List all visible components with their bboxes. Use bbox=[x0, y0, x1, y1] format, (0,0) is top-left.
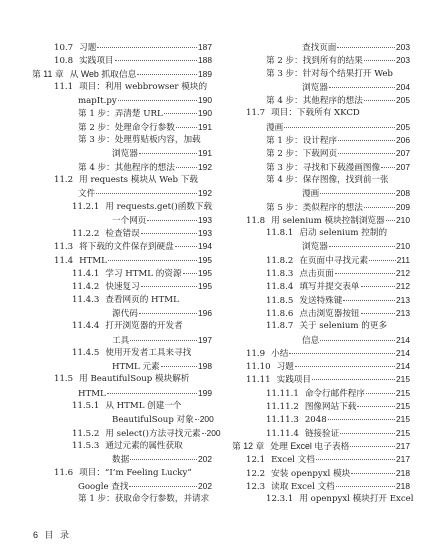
toc-entry-page: 212 bbox=[396, 268, 410, 279]
toc-entry-page: 218 bbox=[396, 480, 410, 491]
toc-entry-page: 192 bbox=[198, 188, 212, 199]
toc-entry-title: 第 3 步：处理剪贴板内容，加载 bbox=[78, 135, 201, 146]
toc-entry-number: 11.4.2 bbox=[72, 282, 100, 293]
toc-entry-number: 11.11 bbox=[246, 375, 271, 386]
toc-leader-dots bbox=[369, 260, 396, 261]
toc-leader-dots bbox=[295, 366, 395, 367]
toc-entry bbox=[32, 427, 221, 440]
toc-entry-number: 11.8.7 bbox=[266, 321, 294, 332]
toc-entry-page: 213 bbox=[396, 294, 410, 305]
toc-entry bbox=[32, 94, 212, 107]
toc-entry bbox=[232, 360, 410, 373]
toc-leader-dots bbox=[337, 47, 395, 48]
toc-leader-dots bbox=[343, 300, 395, 301]
toc-entry-title: mapIt.py bbox=[78, 96, 117, 107]
toc-entry-title: 第 4 步：其他程序的想法 bbox=[266, 96, 363, 107]
toc-entry-title: 漫画 bbox=[266, 122, 284, 133]
toc-leader-dots bbox=[195, 419, 199, 420]
toc-entry bbox=[32, 294, 212, 307]
toc-entry bbox=[232, 453, 410, 466]
toc-entry bbox=[232, 107, 410, 120]
toc-entry bbox=[232, 240, 410, 253]
toc-entry bbox=[32, 240, 212, 253]
toc-entry bbox=[232, 334, 410, 347]
toc-entry-page: 207 bbox=[396, 161, 410, 172]
toc-entry-page: 210 bbox=[396, 241, 410, 252]
toc-entry-title: 文件 bbox=[78, 189, 96, 200]
toc-entry-title: 检查错误 bbox=[105, 229, 140, 240]
toc-entry bbox=[232, 147, 410, 160]
toc-leader-dots bbox=[115, 60, 197, 61]
toc-leader-dots bbox=[164, 113, 197, 114]
toc-leader-dots bbox=[364, 60, 395, 61]
toc-entry bbox=[232, 161, 410, 174]
toc-entry-title: 图像网站下载 bbox=[304, 402, 357, 413]
toc-entry bbox=[232, 254, 410, 267]
toc-entry-title: 从 Web 抓取信息 bbox=[69, 68, 137, 79]
toc-leader-dots bbox=[108, 260, 197, 261]
toc-entry bbox=[232, 467, 410, 480]
toc-entry-page: 203 bbox=[396, 42, 410, 52]
toc-entry-title: 链接验证 bbox=[304, 428, 340, 439]
toc-leader-dots bbox=[137, 74, 197, 75]
toc-entry bbox=[232, 387, 410, 400]
toc-entry-number: 第 11 章 bbox=[32, 68, 64, 79]
toc-leader-dots bbox=[329, 87, 395, 88]
toc-entry-title: 项目：下载所有 XKCD bbox=[271, 108, 360, 119]
toc-entry-title: 小结 bbox=[271, 348, 289, 359]
toc-entry-title: Google 查找 bbox=[78, 481, 129, 492]
toc-entry-page: 194 bbox=[198, 241, 212, 252]
toc-entry-page: 187 bbox=[198, 42, 212, 52]
toc-leader-dots bbox=[364, 100, 395, 101]
toc-entry-number: 11.6 bbox=[54, 467, 74, 478]
toc-leader-dots bbox=[312, 379, 395, 380]
toc-entry-title: Excel 文档 bbox=[271, 455, 315, 466]
toc-entry-title: 信息 bbox=[302, 335, 320, 346]
toc-entry-page: 190 bbox=[198, 95, 212, 106]
toc-entry bbox=[32, 467, 212, 480]
toc-entry-title: 命令行邮件程序 bbox=[304, 388, 365, 399]
toc-leader-dots bbox=[161, 366, 197, 367]
toc-entry-title: HTML bbox=[79, 255, 107, 266]
toc-entry-page: 217 bbox=[396, 454, 410, 465]
toc-entry-title: 处理 Excel 电子表格 bbox=[270, 440, 350, 451]
toc-entry bbox=[32, 54, 212, 67]
toc-entry-title: 数据 bbox=[112, 455, 130, 466]
toc-entry bbox=[32, 493, 212, 506]
toc-entry-number: 11.4.4 bbox=[72, 321, 100, 332]
toc-entry bbox=[32, 161, 212, 174]
toc-leader-dots bbox=[139, 153, 197, 154]
toc-entry-page: 215 bbox=[396, 374, 410, 385]
toc-entry-title: 浏览器 bbox=[112, 149, 138, 160]
toc-entry-title: 用 requests 模块从 Web 下载 bbox=[79, 174, 198, 185]
toc-entry-page: 208 bbox=[396, 188, 410, 199]
toc-entry-number: 10.7 bbox=[54, 43, 74, 53]
toc-entry-page: 213 bbox=[396, 307, 410, 318]
toc-entry-title: 点击页面 bbox=[299, 269, 334, 280]
toc-entry-page: 214 bbox=[396, 361, 410, 372]
toc-entry-title: 用 requests.get()函数下载 bbox=[105, 201, 213, 212]
toc-entry-title: 点击浏览器按钮 bbox=[299, 308, 360, 319]
toc-entry-title: 习题 bbox=[79, 43, 97, 53]
toc-entry bbox=[232, 94, 410, 107]
toc-entry-title: 第 2 步：找到所有的结果 bbox=[266, 56, 363, 67]
toc-leader-dots bbox=[183, 273, 198, 274]
toc-entry-number: 11.5 bbox=[54, 374, 74, 385]
toc-leader-dots bbox=[336, 486, 395, 487]
toc-entry-title: 通过元素的属性获取 bbox=[105, 440, 183, 451]
toc-entry-title: 第 4 步：保存图像，找到前一张 bbox=[266, 174, 389, 185]
toc-entry-title: 源代码 bbox=[112, 308, 138, 319]
toc-entry-title: 2048 bbox=[304, 415, 327, 426]
toc-entry-number: 11.7 bbox=[246, 108, 266, 119]
toc-entry bbox=[232, 81, 410, 94]
toc-entry bbox=[32, 480, 212, 493]
toc-leader-dots bbox=[338, 153, 395, 154]
toc-entry-number: 11.8.1 bbox=[266, 228, 294, 239]
toc-leader-dots bbox=[107, 393, 197, 394]
toc-entry-title: 查看网页的 HTML bbox=[105, 294, 179, 305]
footer-label: 目 录 bbox=[44, 530, 72, 540]
toc-leader-dots bbox=[335, 273, 395, 274]
toc-entry bbox=[232, 493, 414, 506]
toc-entry bbox=[32, 334, 212, 347]
toc-entry bbox=[32, 174, 212, 187]
toc-entry-page: 203 bbox=[396, 55, 410, 66]
toc-entry-page: 190 bbox=[198, 108, 212, 119]
toc-entry-title: 第 3 步：寻找和下载漫画图像 bbox=[266, 162, 381, 173]
toc-entry-title: 使用开发者工具来寻找 bbox=[105, 347, 192, 358]
toc-entry-title: 在页面中寻找元素 bbox=[299, 255, 369, 266]
toc-leader-dots bbox=[96, 193, 197, 194]
toc-entry bbox=[232, 320, 410, 333]
toc-entry-page: 218 bbox=[396, 467, 410, 478]
toc-entry-page: 205 bbox=[396, 121, 410, 132]
toc-entry-number: 11.1 bbox=[54, 81, 74, 92]
toc-entry-title: 第 1 步：获取命令行参数，并请求 bbox=[78, 494, 210, 505]
toc-entry-title: 实践项目 bbox=[79, 56, 114, 67]
toc-entry bbox=[232, 294, 410, 307]
toc-entry-number: 11.11.1 bbox=[266, 388, 299, 399]
toc-entry bbox=[32, 373, 212, 386]
toc-entry-title: HTML 元素 bbox=[112, 362, 160, 373]
toc-entry-page: 193 bbox=[198, 228, 212, 239]
toc-entry-page: 193 bbox=[198, 214, 212, 225]
toc-entry bbox=[32, 81, 212, 94]
toc-leader-dots bbox=[176, 127, 197, 128]
toc-entry-number: 12.1 bbox=[246, 455, 266, 466]
toc-entry-page: 211 bbox=[396, 254, 410, 265]
toc-entry-page: 210 bbox=[396, 214, 410, 225]
toc-left-column bbox=[32, 41, 221, 506]
toc-entry-page: 189 bbox=[198, 68, 212, 79]
toc-entry-title: 关于 selenium 的更多 bbox=[299, 321, 388, 332]
toc-entry bbox=[32, 107, 212, 120]
toc-entry-number: 11.10 bbox=[246, 362, 271, 373]
toc-entry-page: 205 bbox=[396, 95, 410, 106]
toc-entry bbox=[32, 360, 212, 373]
toc-entry-number: 11.11.2 bbox=[266, 402, 299, 413]
toc-entry-page: 202 bbox=[198, 480, 212, 491]
toc-entry-number: 11.2.2 bbox=[72, 229, 100, 240]
toc-leader-dots bbox=[361, 313, 396, 314]
toc-entry bbox=[32, 214, 212, 227]
toc-entry-title: 打开浏览器的开发者 bbox=[105, 321, 183, 332]
toc-entry-number: 11.8.3 bbox=[266, 269, 294, 280]
toc-entry-number: 11.4.5 bbox=[72, 347, 100, 358]
toc-entry-number: 11.8.6 bbox=[266, 308, 294, 319]
toc-entry bbox=[32, 413, 212, 426]
toc-entry-page: 195 bbox=[198, 281, 212, 292]
toc-entry-title: 读取 Excel 文档 bbox=[271, 481, 335, 492]
toc-entry bbox=[232, 214, 410, 227]
toc-entry bbox=[232, 41, 410, 54]
toc-entry bbox=[232, 307, 410, 320]
toc-entry-number: 11.8.5 bbox=[266, 295, 294, 306]
toc-entry-page: 209 bbox=[396, 201, 410, 212]
toc-leader-dots bbox=[338, 140, 395, 141]
toc-chapter-entry bbox=[32, 68, 212, 81]
toc-entry bbox=[32, 187, 212, 200]
toc-leader-dots bbox=[130, 459, 197, 460]
toc-entry bbox=[232, 54, 410, 67]
toc-entry bbox=[232, 427, 410, 440]
toc-entry bbox=[32, 147, 212, 160]
toc-entry bbox=[232, 68, 410, 81]
toc-entry bbox=[32, 320, 212, 333]
toc-entry bbox=[232, 227, 410, 240]
toc-leader-dots bbox=[320, 340, 395, 341]
toc-leader-dots bbox=[139, 313, 197, 314]
toc-entry-page: 188 bbox=[198, 55, 212, 66]
toc-leader-dots bbox=[357, 406, 395, 407]
toc-entry bbox=[232, 347, 410, 360]
toc-entry bbox=[232, 280, 410, 293]
toc-entry bbox=[232, 201, 410, 214]
toc-leader-dots bbox=[351, 473, 395, 474]
toc-entry bbox=[32, 254, 212, 267]
toc-entry bbox=[32, 387, 212, 400]
toc-entry-page: 191 bbox=[198, 148, 212, 159]
toc-entry-number: 第 12 章 bbox=[232, 440, 265, 451]
toc-entry-page: 191 bbox=[198, 121, 212, 132]
toc-entry-title: 浏览器 bbox=[302, 82, 328, 93]
toc-leader-dots bbox=[141, 233, 197, 234]
toc-leader-dots bbox=[386, 220, 395, 221]
toc-entry-title: 从 HTML 创建一个 bbox=[105, 401, 182, 412]
toc-entry-number: 11.11.4 bbox=[266, 428, 299, 439]
toc-entry-title: 第 5 步：类似程序的想法 bbox=[266, 202, 363, 213]
toc-entry bbox=[232, 480, 410, 493]
toc-entry-number: 11.5.1 bbox=[72, 401, 100, 412]
toc-leader-dots bbox=[129, 486, 197, 487]
toc-entry-page: 206 bbox=[396, 135, 410, 146]
toc-leader-dots bbox=[320, 193, 395, 194]
toc-entry bbox=[232, 400, 410, 413]
toc-entry bbox=[32, 440, 212, 453]
toc-entry-title: 漫画 bbox=[302, 189, 320, 200]
toc-entry bbox=[232, 267, 410, 280]
toc-entry-title: 用 openpyxl 模块打开 Excel bbox=[299, 494, 414, 505]
toc-leader-dots bbox=[329, 246, 395, 247]
toc-entry-title: 用 select()方法寻找元素 bbox=[105, 428, 201, 439]
toc-entry bbox=[232, 187, 410, 200]
toc-entry-title: 用 BeautifulSoup 模块解析 bbox=[79, 374, 190, 385]
toc-entry bbox=[232, 134, 410, 147]
toc-leader-dots bbox=[361, 286, 396, 287]
toc-entry-number: 11.4 bbox=[54, 255, 74, 266]
toc-entry-page: 215 bbox=[396, 401, 410, 412]
toc-entry-title: 学习 HTML 的资源 bbox=[105, 269, 182, 280]
toc-entry-page: 195 bbox=[198, 254, 212, 265]
toc-entry-title: 快速复习 bbox=[105, 282, 140, 293]
toc-entry-number: 11.9 bbox=[246, 348, 266, 359]
toc-entry-page: 204 bbox=[396, 81, 410, 92]
toc-entry-title: 工具 bbox=[112, 335, 130, 346]
toc-leader-dots bbox=[176, 167, 197, 168]
page-footer bbox=[33, 528, 71, 541]
toc-entry bbox=[32, 227, 212, 240]
toc-entry-number: 11.8.2 bbox=[266, 255, 294, 266]
toc-entry bbox=[32, 134, 212, 147]
toc-entry-number: 11.3 bbox=[54, 242, 74, 253]
toc-leader-dots bbox=[328, 419, 395, 420]
toc-entry-page: 192 bbox=[198, 161, 212, 172]
toc-entry-page: 214 bbox=[396, 334, 410, 345]
toc-entry-title: 实践项目 bbox=[276, 375, 311, 386]
toc-entry bbox=[32, 121, 212, 134]
toc-entry-number: 11.8.4 bbox=[266, 282, 294, 293]
toc-leader-dots bbox=[381, 167, 395, 168]
toc-entry-title: 第 1 步：弄清楚 URL bbox=[78, 109, 163, 120]
toc-entry bbox=[232, 121, 410, 134]
toc-entry-number: 12.3.1 bbox=[266, 494, 294, 505]
toc-leader-dots bbox=[366, 393, 395, 394]
toc-entry-title: 安装 openpyxl 模块 bbox=[271, 468, 351, 479]
toc-leader-dots bbox=[316, 459, 395, 460]
toc-entry-page: 207 bbox=[396, 148, 410, 159]
toc-entry-page: 215 bbox=[396, 414, 410, 425]
toc-entry-number: 11.5.3 bbox=[72, 440, 100, 451]
toc-entry-number: 12.3 bbox=[246, 481, 266, 492]
toc-entry-title: 一个网页 bbox=[112, 215, 147, 226]
toc-entry-title: HTML bbox=[78, 388, 106, 399]
toc-entry-page: 202 bbox=[198, 454, 212, 465]
toc-entry-title: 发送特殊键 bbox=[299, 295, 343, 306]
toc-entry-title: 习题 bbox=[276, 362, 294, 373]
toc-right-column bbox=[232, 41, 414, 506]
toc-entry-title: 第 1 步：设计程序 bbox=[266, 136, 338, 147]
toc-leader-dots bbox=[202, 433, 206, 434]
toc-entry bbox=[232, 174, 410, 187]
toc-entry-page: 200 bbox=[206, 427, 221, 438]
toc-entry-page: 198 bbox=[198, 361, 212, 372]
toc-entry-page: 217 bbox=[396, 440, 410, 451]
toc-entry-title: 启动 selenium 控制的 bbox=[299, 228, 388, 239]
toc-entry-title: BeautifulSoup 对象 bbox=[112, 415, 194, 426]
toc-leader-dots bbox=[364, 207, 395, 208]
toc-entry-title: 第 3 步：针对每个结果打开 Web bbox=[266, 68, 393, 79]
toc-entry-title: 查找页面 bbox=[302, 43, 337, 53]
toc-leader-dots bbox=[289, 353, 395, 354]
toc-entry-number: 11.4.3 bbox=[72, 294, 100, 305]
toc-entry-number: 12.2 bbox=[246, 468, 266, 479]
toc-entry-title: 浏览器 bbox=[302, 242, 328, 253]
toc-entry-title: 第 2 步：处理命令行参数 bbox=[78, 122, 175, 133]
toc-entry bbox=[232, 373, 410, 386]
toc-entry bbox=[32, 280, 212, 293]
toc-entry-page: 214 bbox=[396, 347, 410, 358]
toc-entry-title: 将下载的文件保存到硬盘 bbox=[79, 242, 174, 253]
toc-entry bbox=[32, 201, 212, 214]
toc-leader-dots bbox=[97, 47, 197, 48]
toc-leader-dots bbox=[147, 220, 197, 221]
toc-entry-title: 项目：利用 webbrowser 模块的 bbox=[79, 81, 208, 92]
toc-entry-title: 填写并提交表单 bbox=[299, 282, 360, 293]
toc-entry-page: 199 bbox=[198, 387, 212, 398]
toc-entry-number: 11.5.2 bbox=[72, 428, 100, 439]
toc-entry-number: 11.2 bbox=[54, 174, 74, 185]
toc-entry-title: 第 4 步：其他程序的想法 bbox=[78, 162, 175, 173]
toc-entry-number: 11.2.1 bbox=[72, 201, 100, 212]
toc-entry-page: 200 bbox=[199, 414, 214, 425]
toc-leader-dots bbox=[340, 433, 395, 434]
toc-leader-dots bbox=[350, 446, 395, 447]
toc-entry bbox=[232, 413, 410, 426]
toc-entry-title: 项目：“I’m Feeling Lucky” bbox=[79, 467, 192, 478]
toc-leader-dots bbox=[118, 100, 197, 101]
toc-leader-dots bbox=[130, 340, 197, 341]
toc-entry-page: 195 bbox=[198, 268, 212, 279]
toc-entry-number: 11.11.3 bbox=[266, 415, 299, 426]
toc-entry-number: 10.8 bbox=[54, 56, 74, 67]
toc-entry bbox=[32, 347, 212, 360]
toc-entry-title: 用 selenium 模块控制浏览器 bbox=[271, 215, 385, 226]
toc-leader-dots bbox=[175, 246, 197, 247]
toc-leader-dots bbox=[141, 286, 197, 287]
toc-entry bbox=[32, 307, 212, 320]
toc-entry-page: 212 bbox=[396, 281, 410, 292]
toc-entry bbox=[32, 267, 212, 280]
toc-leader-dots bbox=[284, 127, 395, 128]
toc-entry-title: 第 2 步：下载网页 bbox=[266, 149, 338, 160]
toc-entry bbox=[32, 41, 212, 54]
toc-entry-page: 196 bbox=[198, 307, 212, 318]
toc-chapter-entry bbox=[232, 440, 410, 453]
toc-entry-number: 11.8 bbox=[246, 215, 266, 226]
toc-entry bbox=[32, 400, 212, 413]
toc-entry-page: 215 bbox=[396, 427, 410, 438]
footer-page-number: 6 bbox=[33, 530, 41, 540]
toc-entry-number: 11.4.1 bbox=[72, 269, 100, 280]
toc-entry-page: 215 bbox=[396, 387, 410, 398]
toc-entry-page: 197 bbox=[198, 334, 212, 345]
toc-entry bbox=[32, 453, 212, 466]
